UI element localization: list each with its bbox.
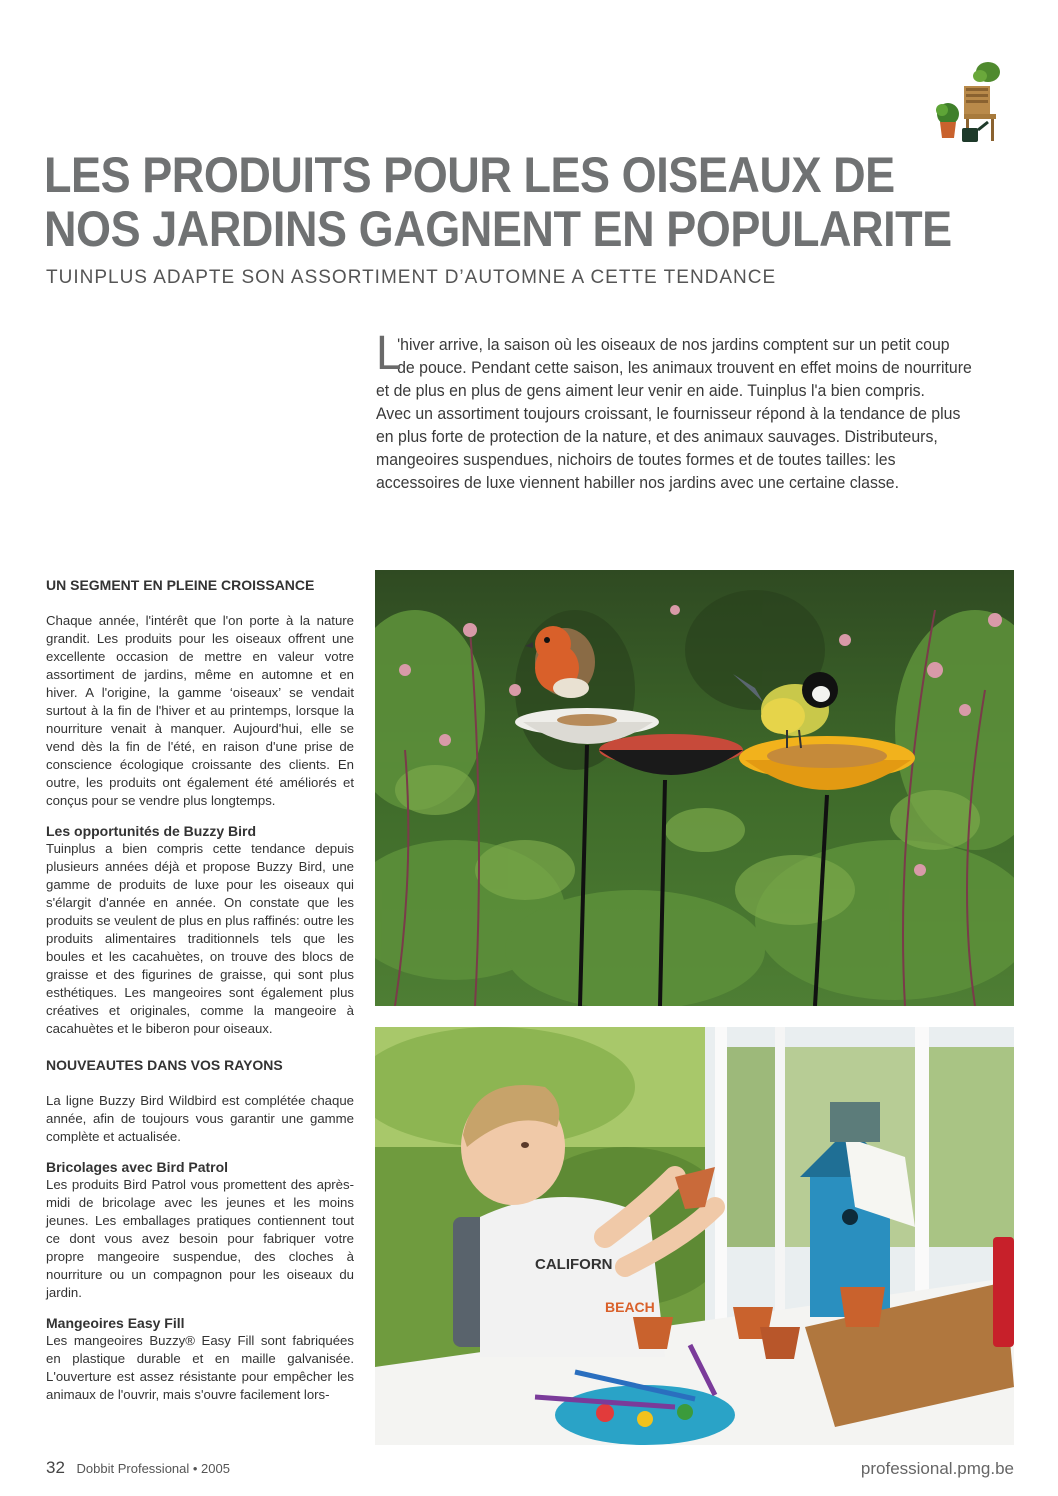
intro-line: Avec un assortiment toujours croissant, le fournisseur répond à la tendance de plus	[376, 405, 961, 423]
title-line-2: NOS JARDINS GAGNENT EN POPULARITE	[44, 201, 952, 257]
section-body: Tuinplus a bien compris cette tendance depuis plusieurs années déjà et propose Buzzy Bird, une gamme de produits de luxe pour les oiseaux qui s'élargit d'année en année. On constate que les produits se veulent de plus en plus raffinés: outre les produits alimentaires traditionnels tels que les boules et les cacahuètes, on trouve des blocs de graisse et des figurines de graisse, qui sont plus esthétiques. Les mangeoires sont également plus créatives et originales, comme la mangeoire à cacahuètes et le biberon pour oiseaux.	[46, 841, 354, 1036]
intro-line: mangeoires suspendues, nichoirs de toutes formes et de toutes tailles: les	[376, 451, 896, 469]
subsection-heading: Mangeoires Easy Fill	[46, 1315, 185, 1331]
section-body: Chaque année, l'intérêt que l'on porte à la nature grandit. Les produits pour les oiseaux offrent une excellente occasion de mettre en valeur votre assortiment de jardins, même en automne et en hiver. A l'origine, la gamme ‘oiseaux’ se vendait surtout à la fin de l'hiver et au printemps, lorsque la nourriture venait à manquer. Aujourd'hui, elle se vend dès la fin de l'été, en raison d'une prise de conscience écologique croissante des clients. En outre, les produits ont également été améliorés et conçus pour se vendre plus longtemps.	[46, 613, 354, 808]
intro-line: de pouce. Pendant cette saison, les animaux trouvent en effet moins de nourriture	[397, 359, 972, 377]
intro-paragraph	[376, 327, 990, 495]
drop-cap: L	[376, 327, 402, 380]
intro-line: accessoires de luxe viennent habiller nos jardins avec une certaine classe.	[376, 474, 900, 492]
article-column	[46, 576, 354, 1404]
garden-logo-icon	[928, 56, 1012, 148]
subsection-heading: Les opportunités de Buzzy Bird	[46, 823, 257, 839]
shirt-text-2: BEACH	[605, 1299, 655, 1315]
footer-website: professional.pmg.be	[860, 1459, 1014, 1478]
bird-feeders-photo	[375, 570, 1014, 1006]
shirt-text-1: CALIFORN	[535, 1256, 613, 1273]
page-title	[44, 147, 952, 257]
section-body: Les mangeoires Buzzy® Easy Fill sont fabriquées en plastique durable et en maille galvanisée. L'ouverture est assez résistante pour empêcher les animaux de l'ouvrir, mais s'ouvre facilement lors-	[46, 1333, 354, 1402]
subsection-heading: Bricolages avec Bird Patrol	[46, 1159, 229, 1175]
page-number: 32	[46, 1458, 65, 1477]
section-heading: NOUVEAUTES DANS VOS RAYONS	[46, 1057, 283, 1073]
intro-line: en plus forte de protection de la nature, et des animaux sauvages. Distributeurs,	[376, 428, 938, 446]
subtitle: TUINPLUS ADAPTE SON ASSORTIMENT D’AUTOMNE A CETTE TENDANCE	[46, 267, 777, 288]
intro-line: et de plus en plus de gens aiment leur venir en aide. Tuinplus l'a bien compris.	[376, 382, 925, 400]
intro-line: 'hiver arrive, la saison où les oiseaux de nos jardins comptent sur un petit coup	[397, 336, 950, 354]
publication-name: Dobbit Professional • 2005	[76, 1461, 230, 1476]
footer-publication-info	[46, 1458, 230, 1478]
section-body: Les produits Bird Patrol vous promettent des après-midi de bricolage avec les jeunes et les moins jeunes. Les emballages pratiques contiennent tout ce dont vous avez besoin pour fabriquer votre propre mangeoire suspendue, des cloches à nourriture ou un compagnon pour les oiseaux du jardin.	[46, 1177, 354, 1300]
section-body: La ligne Buzzy Bird Wildbird est complétée chaque année, afin de toujours vous garantir une gamme complète et actualisée.	[46, 1093, 354, 1144]
boy-bricolage-photo	[375, 1027, 1014, 1445]
section-heading: UN SEGMENT EN PLEINE CROISSANCE	[46, 577, 315, 593]
title-line-1: LES PRODUITS POUR LES OISEAUX DE	[44, 147, 895, 203]
